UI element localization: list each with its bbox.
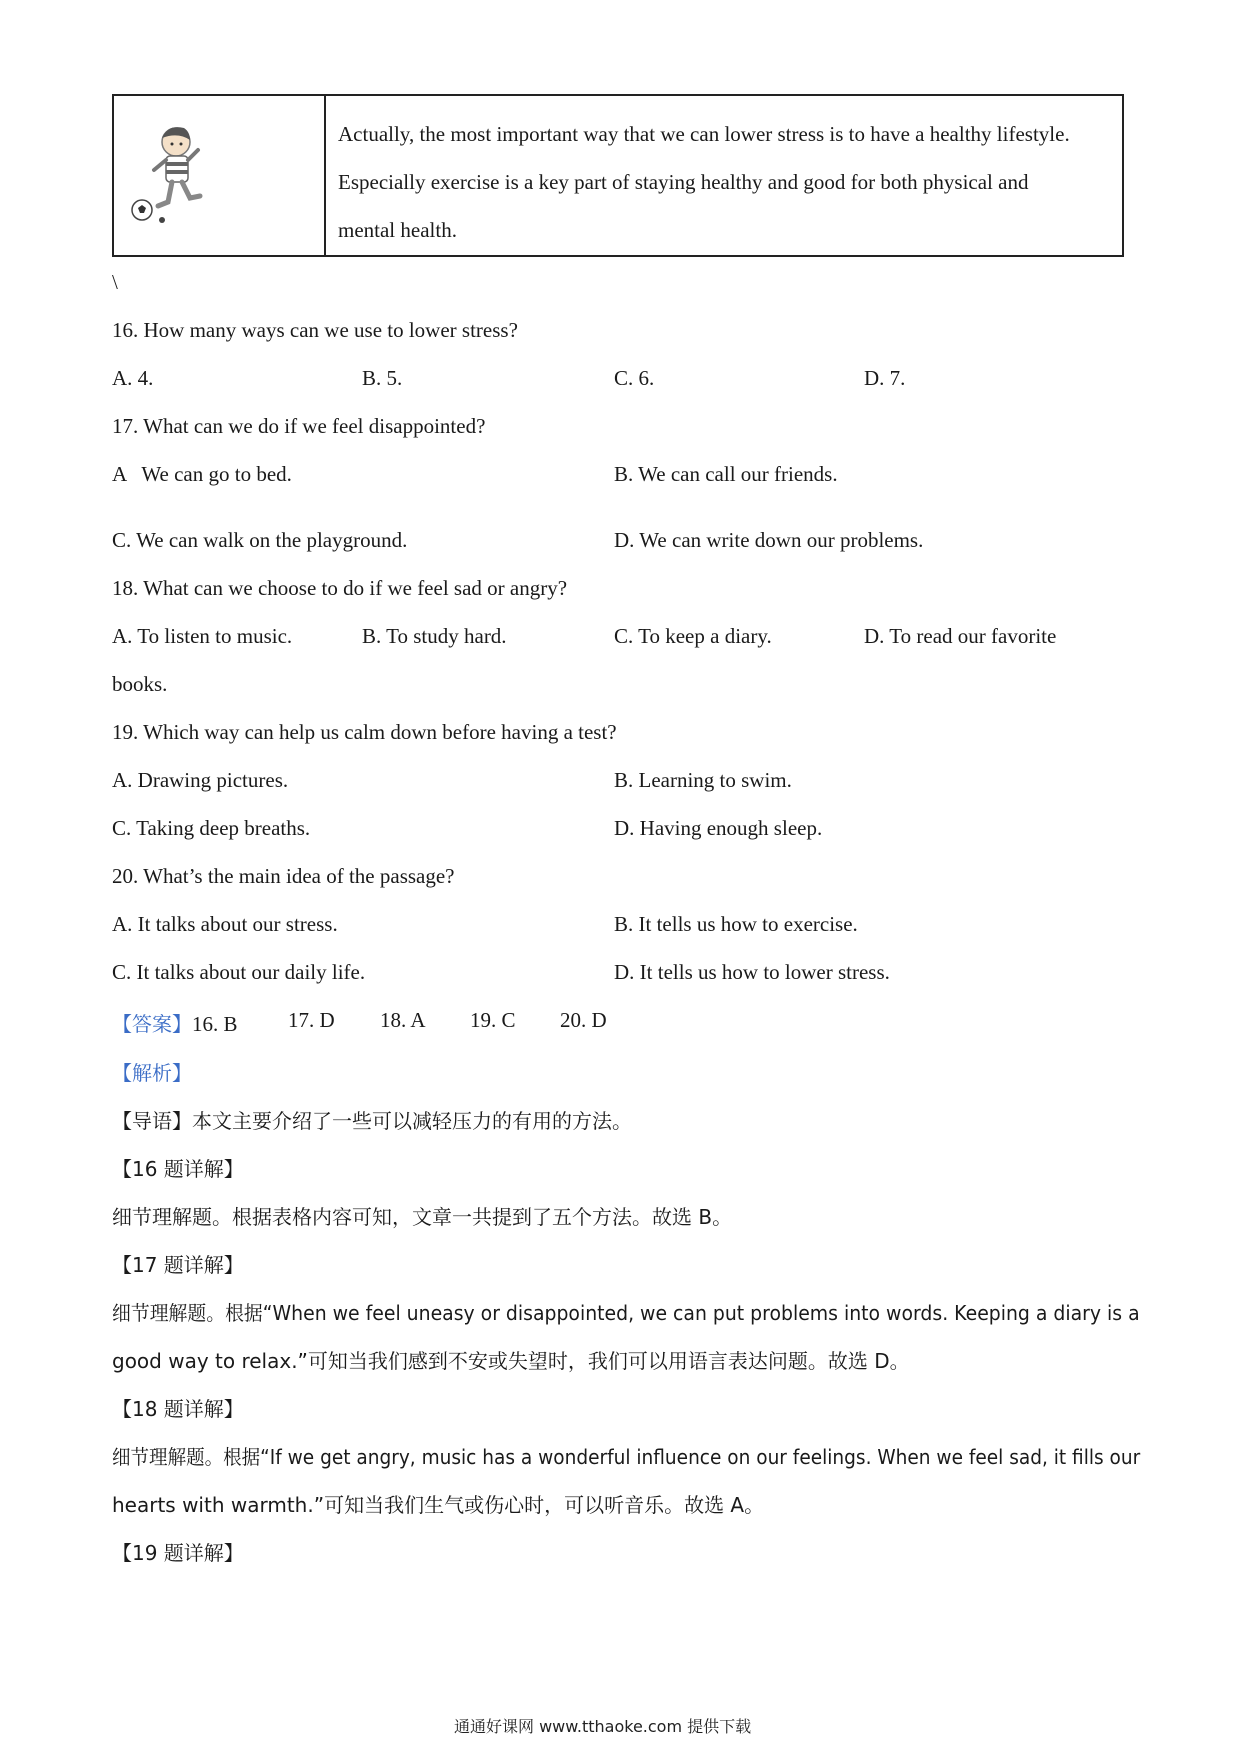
passage-line: mental health. [338, 218, 457, 242]
answer-item: 16. B [192, 1012, 238, 1036]
answer-line [112, 1008, 238, 1037]
option-17-c: C. We can walk on the playground. [112, 528, 408, 552]
option-16-d: D. 7. [864, 366, 906, 390]
question-number: 16. [112, 318, 139, 342]
question-stem: How many ways can we use to lower stress? [143, 318, 518, 342]
question-number: 19. [112, 720, 139, 744]
question-stem: What can we choose to do if we feel sad or angry? [143, 576, 568, 600]
option-20-d: D. It tells us how to lower stress. [614, 960, 890, 984]
intro: 【导语】本文主要介绍了一些可以减轻压力的有用的方法。 [112, 1109, 632, 1133]
question-number: 17. [112, 414, 139, 438]
question-19 [112, 720, 617, 745]
passage-table [112, 94, 1124, 257]
question-16 [112, 318, 518, 343]
option-19-a: A. Drawing pictures. [112, 768, 289, 792]
detail-text-17: good way to relax.”可知当我们感到不安或失望时，我们可以用语言表达问题。故选 D。 [112, 1349, 910, 1373]
option-18-d-continuation: books. [112, 672, 168, 696]
detail-heading-17: 【17 题详解】 [112, 1253, 244, 1277]
answer-item: 19. C [470, 1008, 516, 1032]
passage-line: Actually, the most important way that we can lower stress is to have a healthy lifestyle. [338, 122, 1070, 146]
detail-text-18: 细节理解题。根据“If we get angry, music has a wonderful influence on our feelings. When we feel sad, it fills our [112, 1445, 1141, 1469]
detail-text-18: hearts with warmth.”可知当我们生气或伤心时，可以听音乐。故选 A。 [112, 1493, 765, 1517]
option-19-d: D. Having enough sleep. [614, 816, 823, 840]
question-number: 20. [112, 864, 139, 888]
answer-item: 20. D [560, 1008, 607, 1032]
boy-soccer-icon [128, 120, 218, 230]
option-20-c: C. It talks about our daily life. [112, 960, 366, 984]
option-20-a: A. It talks about our stress. [112, 912, 338, 936]
option-19-c: C. Taking deep breaths. [112, 816, 311, 840]
detail-heading-16: 【16 题详解】 [112, 1157, 244, 1181]
analysis-label: 【解析】 [112, 1061, 192, 1085]
option-18-d: D. To read our favorite [864, 624, 1057, 648]
option-16-b: B. 5. [362, 366, 403, 390]
page-footer: 通通好课网 www.tthaoke.com 提供下载 [454, 1717, 752, 1736]
illustration-cell [114, 96, 326, 255]
option-17-d: D. We can write down our problems. [614, 528, 924, 552]
passage-line: Especially exercise is a key part of staying healthy and good for both physical and [338, 170, 1029, 194]
answer-item: 18. A [380, 1008, 426, 1032]
passage-text-cell [326, 96, 1122, 255]
stray-mark: \ [112, 270, 118, 294]
option-17-b: B. We can call our friends. [614, 462, 838, 486]
answer-label: 【答案】 [112, 1012, 192, 1036]
option-16-a: A. 4. [112, 366, 154, 390]
option-18-a: A. To listen to music. [112, 624, 293, 648]
option-18-c: C. To keep a diary. [614, 624, 772, 648]
question-number: 18. [112, 576, 139, 600]
detail-heading-18: 【18 题详解】 [112, 1397, 244, 1421]
answer-item: 17. D [288, 1008, 335, 1032]
option-17-a: A We can go to bed. [112, 462, 292, 486]
question-17 [112, 414, 485, 439]
option-20-b: B. It tells us how to exercise. [614, 912, 858, 936]
detail-text-16: 细节理解题。根据表格内容可知，文章一共提到了五个方法。故选 B。 [112, 1205, 733, 1229]
question-stem: Which way can help us calm down before having a test? [143, 720, 617, 744]
detail-text-17: 细节理解题。根据“When we feel uneasy or disappointed, we can put problems into words. Keeping a diary is a [112, 1301, 1140, 1325]
detail-heading-19: 【19 题详解】 [112, 1541, 244, 1565]
option-19-b: B. Learning to swim. [614, 768, 792, 792]
question-18 [112, 576, 567, 601]
question-stem: What’s the main idea of the passage? [143, 864, 455, 888]
option-18-b: B. To study hard. [362, 624, 507, 648]
option-16-c: C. 6. [614, 366, 655, 390]
question-20 [112, 864, 455, 889]
question-stem: What can we do if we feel disappointed? [143, 414, 486, 438]
